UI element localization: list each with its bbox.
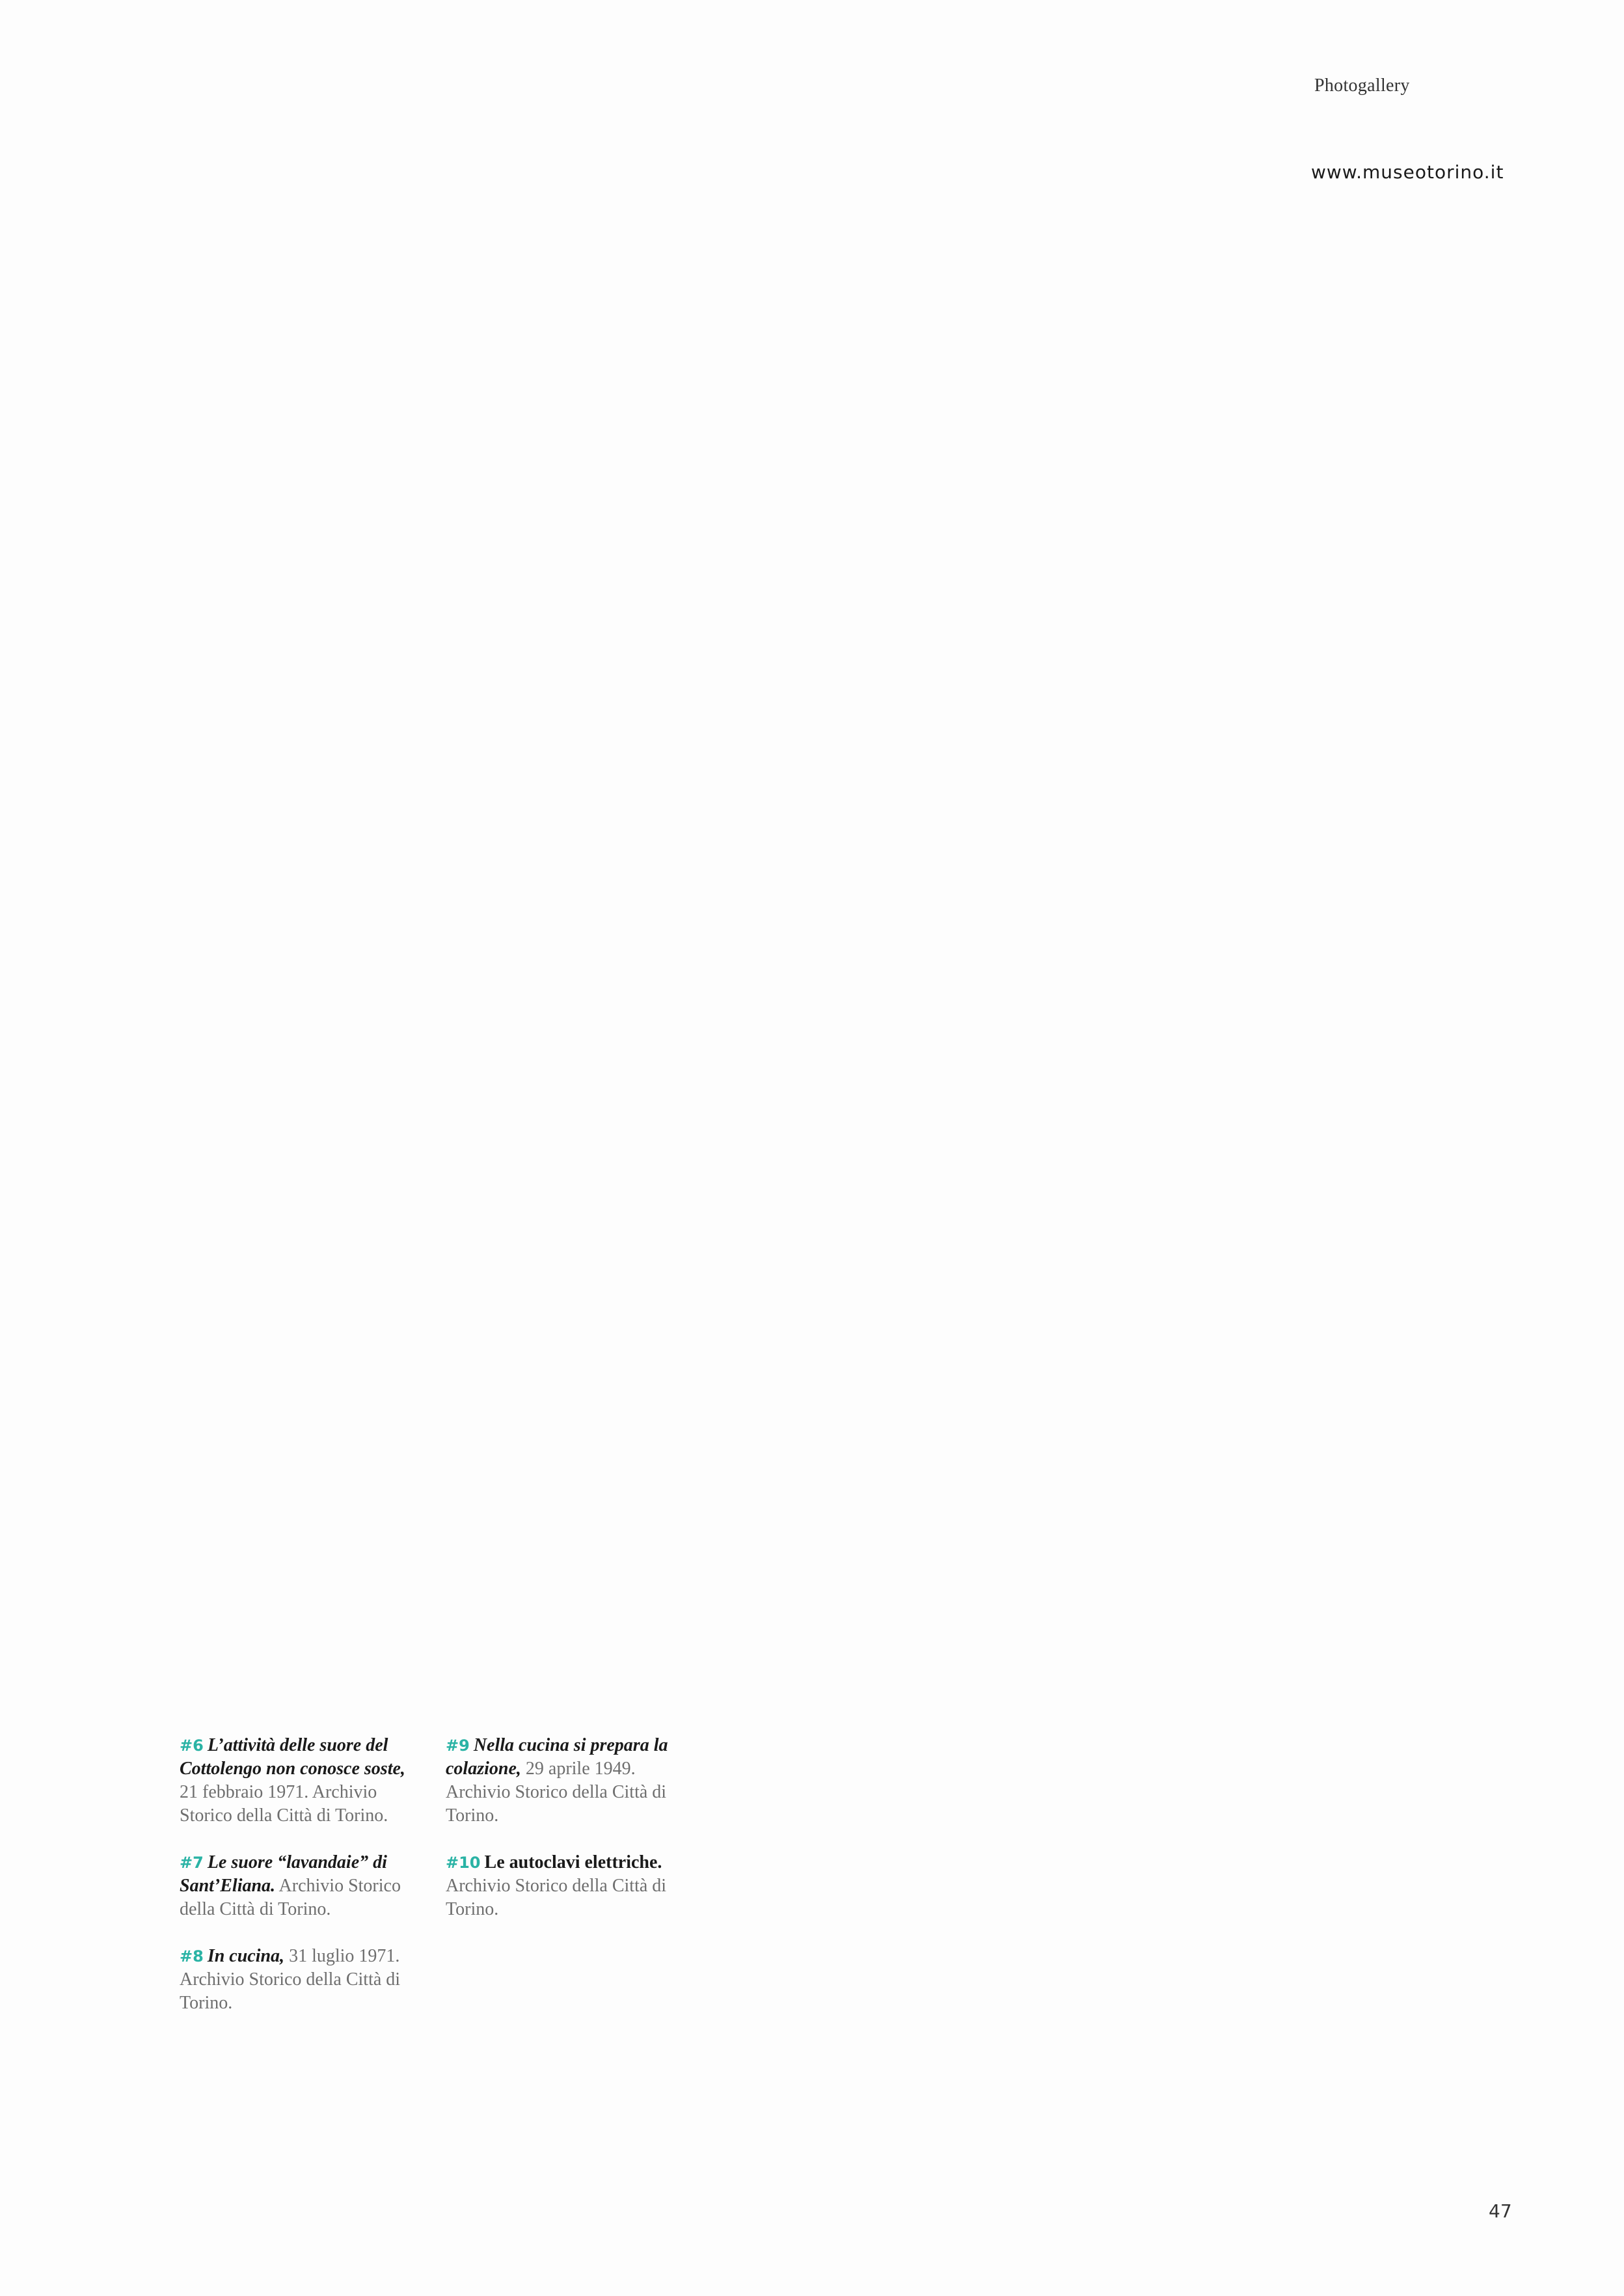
- photo-caption-8: [180, 1945, 418, 2015]
- caption-number: #9: [446, 1736, 470, 1755]
- caption-detail: 29 aprile 1949. Archivio Storico della Città di Torino.: [446, 1759, 667, 1826]
- caption-number: #10: [446, 1854, 481, 1872]
- caption-number: #6: [180, 1736, 204, 1755]
- caption-title: Le suore “lavandaie” di Sant’Eliana.: [180, 1852, 387, 1896]
- caption-title: L’attività delle suore del Cottolengo non conosce soste,: [180, 1735, 405, 1779]
- photo-caption-10: [446, 1851, 684, 1921]
- caption-title: Nella cucina si prepara la colazione,: [446, 1735, 668, 1779]
- photo-caption-9: [446, 1734, 684, 1828]
- caption-detail: 31 luglio 1971. Archivio Storico della Città di Torino.: [180, 1946, 401, 2013]
- caption-number: #7: [180, 1854, 204, 1872]
- caption-detail: Archivio Storico della Città di Torino.: [180, 1876, 401, 1919]
- caption-title: Le autoclavi elettriche.: [484, 1852, 662, 1872]
- website-url[interactable]: www.museotorino.it: [1311, 161, 1504, 183]
- captions-column-left: [180, 1734, 418, 2038]
- caption-detail: 21 febbraio 1971. Archivio Storico della Città di Torino.: [180, 1782, 388, 1826]
- caption-detail: Archivio Storico della Città di Torino.: [446, 1876, 667, 1919]
- section-label: Photogallery: [1314, 75, 1410, 96]
- page-number: 47: [1489, 2200, 1512, 2222]
- captions-column-right: [446, 1734, 684, 1945]
- photo-caption-6: [180, 1734, 418, 1828]
- caption-title: In cucina,: [207, 1946, 285, 1966]
- caption-number: #8: [180, 1947, 204, 1965]
- photo-caption-7: [180, 1851, 418, 1921]
